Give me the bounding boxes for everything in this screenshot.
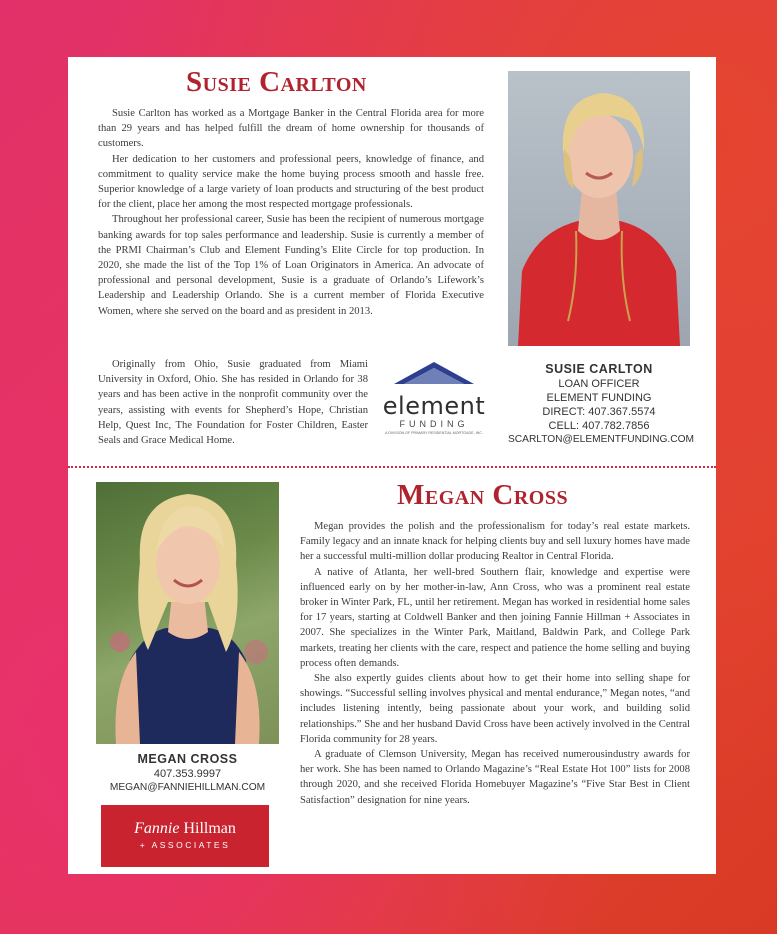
susie-contact-name: SUSIE CARLTON bbox=[545, 362, 653, 376]
susie-contact-title: LOAN OFFICER bbox=[558, 378, 640, 390]
susie-contact-cell: CELL: 407.782.7856 bbox=[548, 420, 650, 432]
susie-bio-last bbox=[98, 357, 368, 448]
megan-bio-paragraph-4: A graduate of Clemson University, Megan has received numerousindustry awards for her work. She has been named to Orlando Magazine’s “Real Estate Hot 100” lists for 2008 through 2020, and she received Florida Homebuyer Magazine’s “Five Star Best in Client Satisfaction” designation for nine years. bbox=[300, 749, 690, 806]
portrait-illustration-2 bbox=[96, 482, 279, 744]
susie-bio bbox=[98, 106, 484, 319]
megan-contact-phone: 407.353.9997 bbox=[153, 768, 222, 780]
susie-contact-direct: DIRECT: 407.367.5574 bbox=[542, 406, 656, 418]
susie-bio-paragraph-1: Susie Carlton has worked as a Mortgage Banker in the Central Florida area for more than 29 years and has helped fulfill the dream of home ownership for thousands of customers. bbox=[98, 108, 484, 150]
element-funding-logo bbox=[378, 360, 490, 445]
section-divider bbox=[68, 466, 716, 468]
susie-name-heading: Susie Carlton bbox=[186, 66, 367, 98]
susie-bio-paragraph-3: Throughout her professional career, Susie has been the recipient of numerous mortgage banking awards for top sales performance and leadership. Susie is currently a member of the PRMI Chairman’s Club and Element Funding’s Elite Circle for top production. In 2020, she made the list of the Top 1% of Loan Originators in America. An advocate of professional and personal development, Susie is a graduate of Orlando’s Lifework’s Leadership and Leadership Orlando. She is a current member of Florida Executive Women, where she served on the board and as president in 2013. bbox=[98, 214, 484, 317]
megan-bio-paragraph-1: Megan provides the polish and the professionalism for today’s real estate markets. Family legacy and an innate knack for helping clients buy and sell luxury homes have made her a successful multi-million dollar producing Realtor in Central Florida. bbox=[300, 521, 690, 563]
hillman-word: Hillman bbox=[179, 820, 236, 837]
megan-bio-paragraph-3: She also expertly guides clients about how to get their home into selling shape for showings. “Successful selling involves physical and mental endurance,” Megan notes, “and includes listening intently, being passionate about your work, and building solid relationships.” She and her husband David Cross have been actively involved in the Central Florida community for 28 years. bbox=[300, 673, 690, 745]
megan-photo bbox=[96, 482, 279, 744]
megan-name-heading: Megan Cross bbox=[397, 479, 569, 511]
susie-contact-company: ELEMENT FUNDING bbox=[546, 392, 652, 404]
fannie-hillman-wordmark bbox=[101, 820, 269, 838]
megan-contact-name: MEGAN CROSS bbox=[137, 752, 238, 766]
logo-tagline: A DIVISION OF PRIMARY RESIDENTIAL MORTGAGE, INC. bbox=[385, 431, 483, 435]
megan-contact-card bbox=[96, 752, 279, 795]
fannie-hillman-logo bbox=[101, 805, 269, 867]
element-logo-word: element bbox=[382, 392, 486, 420]
associates-word: + ASSOCIATES bbox=[139, 840, 231, 850]
megan-bio bbox=[300, 519, 690, 808]
susie-bio-paragraph-4: Originally from Ohio, Susie graduated from Miami University in Oxford, Ohio. She has resided in Orlando for 38 years and has been active in the nonprofit community over the years, assisting with events for Shepherd’s Hope, Christian Help, Quest Inc, The Foundation for Foster Children, Easter Seals and Grace Medical Home. bbox=[98, 359, 368, 447]
megan-bio-paragraph-2: A native of Atlanta, her well-bred Southern flair, knowledge and expertise were influenced early on by her mother-in-law, Ann Cross, who was a prominent real estate broker in Winter Park, FL, until her retirement. Megan has worked in residential home sales for 17 years, starting at Coldwell Banker and then joining Fannie Hillman + Associates in 2007. She specializes in the Winter Park, Maitland, Baldwin Park, and College Park markets, treating her clients with the care, respect and patience the home selling and buying process often demands. bbox=[300, 566, 690, 669]
susie-photo bbox=[508, 71, 690, 346]
house-roof-icon bbox=[392, 360, 476, 394]
susie-bio-paragraph-2: Her dedication to her customers and professional peers, knowledge of finance, and commitment to quality service make the home buying process smooth and hassle free. Superior knowledge of a large variety of loan products and structuring of the best product for the client, place her among the most respected mortgage professionals. bbox=[98, 153, 484, 211]
portrait-illustration bbox=[508, 71, 690, 346]
megan-contact-email[interactable]: MEGAN@FANNIEHILLMAN.COM bbox=[109, 782, 266, 793]
susie-contact-email[interactable]: SCARLTON@ELEMENTFUNDING.COM bbox=[508, 434, 694, 445]
susie-contact-card bbox=[508, 362, 694, 447]
fannie-word: Fannie bbox=[134, 820, 180, 837]
funding-logo-word: FUNDING bbox=[399, 419, 469, 429]
